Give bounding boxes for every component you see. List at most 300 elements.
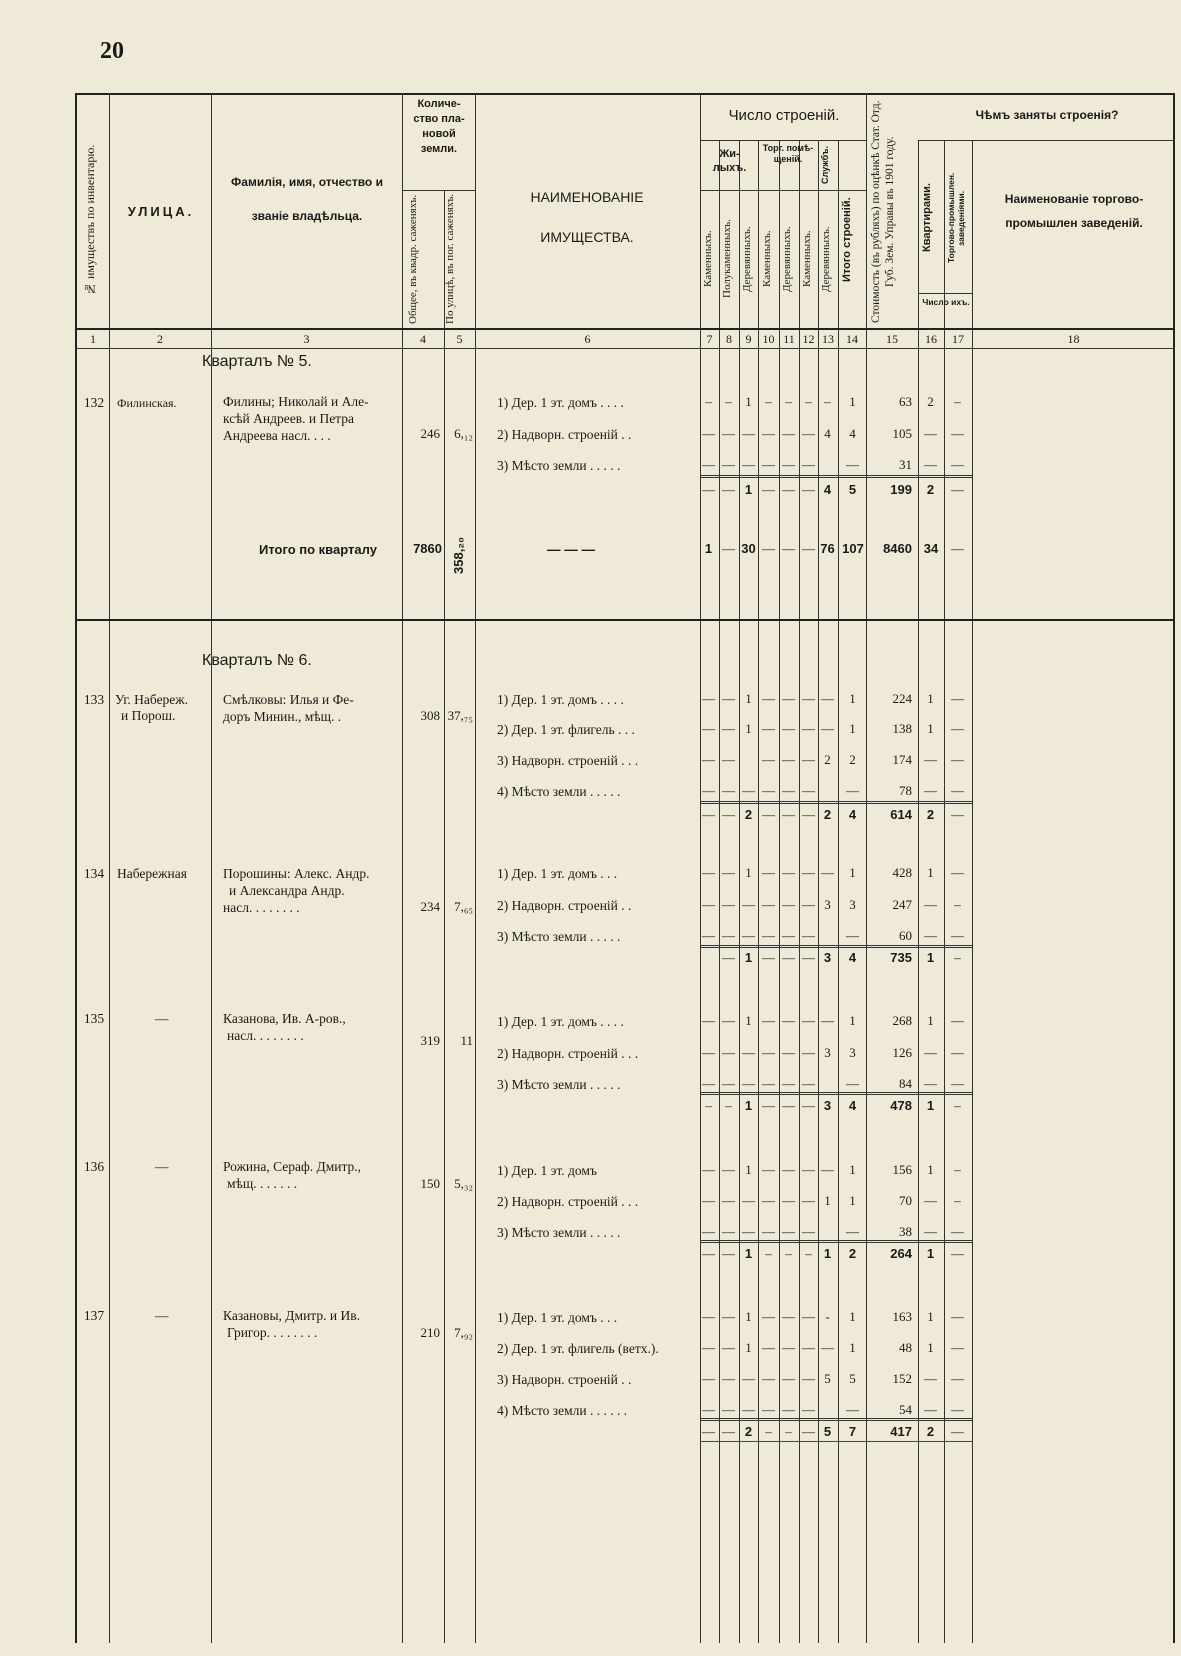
row-132-total-c9: 1: [744, 482, 753, 497]
row-132-total-c14: 5: [848, 482, 857, 497]
row-132-value-2: 105: [892, 426, 912, 441]
dash: —: [782, 1371, 795, 1386]
row-133-street-2: и Порош.: [121, 708, 176, 723]
dash: —: [702, 482, 715, 497]
row-137-kv-3: —: [924, 1371, 937, 1386]
subtotal-rule: [700, 1418, 972, 1421]
dash: —: [802, 457, 815, 472]
dash: —: [702, 752, 715, 767]
dash: –: [765, 1424, 772, 1439]
dash: –: [785, 1246, 792, 1261]
col-num: 13: [822, 332, 834, 346]
row-132-total-value: 199: [890, 482, 912, 497]
row-135-kv-1: 1: [927, 1013, 934, 1028]
dash: —: [802, 721, 815, 736]
dash: —: [762, 691, 775, 706]
cell-1: 1: [745, 1340, 752, 1355]
row-132-area: 246: [420, 426, 440, 441]
row-137-total-c16: 2: [926, 1424, 935, 1439]
row-136-value-2: 70: [899, 1193, 912, 1208]
header-col16: Квартирами.: [921, 183, 933, 253]
row-134-kv-1: 1: [927, 865, 934, 880]
dash: —: [782, 1193, 795, 1208]
dash: —: [722, 482, 735, 497]
dash: —: [802, 928, 815, 943]
dash: —: [722, 1340, 735, 1355]
dash: —: [762, 721, 775, 736]
dash: —: [762, 1193, 775, 1208]
dash: —: [782, 1224, 795, 1239]
dash: —: [742, 1402, 755, 1417]
dash: —: [782, 541, 795, 556]
dash: —: [702, 1013, 715, 1028]
dash: —: [762, 1098, 775, 1113]
dash: —: [821, 1013, 834, 1028]
col-num: 5: [456, 332, 463, 346]
dash: —: [821, 721, 834, 736]
row-136-number: 136: [83, 1159, 105, 1174]
header-total-area: Общее, въ квадр. саженяхъ.: [407, 194, 419, 324]
dash: —: [951, 1309, 964, 1324]
dash: —: [762, 1224, 775, 1239]
row-136-item-1: 1) Дер. 1 эт. домъ: [497, 1163, 597, 1178]
dash: —: [802, 897, 815, 912]
dash: —: [802, 865, 815, 880]
row-133-total-c13: 2: [823, 807, 832, 822]
dash: —: [782, 1013, 795, 1028]
dash: —: [722, 1193, 735, 1208]
dash: —: [702, 1424, 715, 1439]
col-num: 14: [846, 332, 858, 346]
row-133-value-1: 224: [892, 691, 912, 706]
dash: –: [954, 950, 961, 965]
dash: —: [821, 1162, 834, 1177]
dash: —: [702, 1309, 715, 1324]
header-rule: [402, 190, 475, 191]
row-134-item-1: 1) Дер. 1 эт. домъ . . .: [497, 866, 618, 881]
row-137-value-4: 54: [899, 1402, 912, 1417]
header-col11: Деревянныхъ.: [781, 226, 793, 292]
subtotal-rule: [700, 945, 972, 948]
inventory-table: [75, 93, 1175, 1643]
row-133-total-value: 614: [890, 807, 912, 822]
dash: —: [742, 1076, 755, 1091]
col-num: 8: [726, 332, 732, 346]
row-132-value-3: 31: [899, 457, 912, 472]
subtotal-rule: [700, 1240, 972, 1243]
row-135-frontage: 11: [460, 1033, 473, 1048]
dash: —: [782, 426, 795, 441]
dash: —: [951, 928, 964, 943]
dash: —: [702, 1162, 715, 1177]
row-137-kv-1: 1: [927, 1309, 934, 1324]
dash: —: [722, 783, 735, 798]
dash: —: [802, 482, 815, 497]
dash: —: [742, 1371, 755, 1386]
quarter-5-total-label: Итого по кварталу: [259, 542, 377, 557]
row-135-total-c13: 3: [823, 1098, 832, 1113]
row-134-total-value: 735: [890, 950, 912, 965]
dash: —: [762, 807, 775, 822]
header-count: Число ихъ.: [922, 297, 970, 307]
row-133-area: 308: [420, 708, 440, 723]
dash: –: [954, 1162, 961, 1177]
header-living: Жи- лыхъ.: [712, 148, 747, 174]
cell-1: 1: [849, 865, 856, 880]
header-inventory-number: № имуществъ по инвентарю.: [83, 144, 97, 296]
row-135-kv-2: —: [924, 1045, 937, 1060]
row-135-item-1: 1) Дер. 1 эт. домъ . . . .: [497, 1014, 624, 1029]
dash: –: [785, 1424, 792, 1439]
dash: –: [705, 394, 712, 409]
dash: —: [762, 1162, 775, 1177]
dash: -: [825, 1309, 830, 1324]
dash: —: [802, 691, 815, 706]
row-133-owner-2: доръ Минин., мѣщ. .: [223, 709, 342, 724]
row-137-item-3: 3) Надворн. строеній . .: [497, 1372, 632, 1387]
col-num: 15: [886, 332, 898, 346]
row-136-value-1: 156: [892, 1162, 912, 1177]
subtotal-rule: [700, 1092, 972, 1095]
row-133-frontage: 37,₇₅: [447, 708, 473, 723]
quarter-5-total-c9: 30: [741, 541, 756, 556]
dash: —: [782, 807, 795, 822]
header-land-amount: Количе- ство пла- новой земли.: [413, 98, 465, 155]
dash: –: [765, 1246, 772, 1261]
dash: —: [722, 1402, 735, 1417]
dash: —: [762, 1340, 775, 1355]
row-137-item-1: 1) Дер. 1 эт. домъ . . .: [497, 1310, 618, 1325]
col-num: 6: [584, 332, 591, 346]
row-134-value-1: 428: [892, 865, 912, 880]
dash: —: [951, 426, 964, 441]
dash: —: [782, 1045, 795, 1060]
row-134-total-c14: 4: [848, 950, 857, 965]
header-service: Службъ.: [820, 145, 830, 185]
col-num: 1: [90, 332, 96, 346]
row-134-frontage: 7,₆₅: [454, 899, 473, 914]
row-134-total-c16: 1: [926, 950, 935, 965]
row-137-area: 210: [420, 1325, 440, 1340]
dash: —: [802, 807, 815, 822]
dash: —: [782, 783, 795, 798]
cell-1: 1: [745, 1162, 752, 1177]
row-136-total-c16: 1: [926, 1246, 935, 1261]
row-136-owner-2: мѣщ. . . . . . .: [227, 1176, 298, 1191]
dash: —: [762, 928, 775, 943]
row-135-area: 319: [420, 1033, 440, 1048]
header-col9: Деревянныхъ.: [741, 226, 753, 292]
row-132-total-c13: 4: [823, 482, 832, 497]
dash: —: [802, 1402, 815, 1417]
dash: —: [722, 865, 735, 880]
row-137-value-3: 152: [892, 1371, 912, 1386]
row-133-value-3: 174: [892, 752, 912, 767]
header-rule: [918, 140, 1175, 141]
dash: —: [702, 721, 715, 736]
dash: —: [742, 1224, 755, 1239]
dash: —: [702, 1076, 715, 1091]
quarter-5-total-frontage: 358,₂₀: [451, 537, 466, 575]
dash: —: [762, 457, 775, 472]
dash: —: [722, 807, 735, 822]
row-133-owner-1: Смѣлковы: Илья и Фе-: [223, 692, 354, 707]
row-134-street: Набережная: [117, 866, 187, 881]
col-divider: [972, 140, 973, 1643]
row-134-value-3: 60: [899, 928, 912, 943]
dash: —: [702, 1045, 715, 1060]
dash: —: [782, 691, 795, 706]
quarter-6-title: Кварталъ № 6.: [202, 652, 312, 669]
dash: —: [802, 426, 815, 441]
row-132-kv-2: —: [924, 426, 937, 441]
dash: —: [802, 1340, 815, 1355]
row-133-kv-1: 1: [927, 691, 934, 706]
dash: —: [951, 752, 964, 767]
row-135-total-value: 478: [890, 1098, 912, 1113]
dash: —: [782, 897, 795, 912]
quarter-5-title: Кварталъ № 5.: [202, 353, 312, 370]
row-134-total-c13: 3: [823, 950, 832, 965]
row-134-owner-1: Порошины: Алекс. Андр.: [223, 866, 370, 881]
dash: —: [702, 1371, 715, 1386]
row-132-kv-1: 2: [927, 394, 934, 409]
dash: —: [802, 1424, 815, 1439]
dash: —: [722, 897, 735, 912]
col-num: 7: [706, 332, 713, 346]
row-133-kv-3: —: [924, 752, 937, 767]
dash: —: [951, 482, 964, 497]
row-135-number: 135: [83, 1011, 105, 1026]
dash: —: [722, 426, 735, 441]
dash: —: [762, 783, 775, 798]
cell-4: 4: [824, 426, 831, 441]
dash: —: [782, 1076, 795, 1091]
dash: —: [951, 541, 964, 556]
dash: —: [782, 721, 795, 736]
header-trade: Торг. помѣ- щеній.: [762, 143, 814, 164]
dash: —: [782, 1162, 795, 1177]
dash: —: [722, 457, 735, 472]
dash: —: [782, 928, 795, 943]
dash: —: [762, 541, 775, 556]
dash: —: [722, 541, 735, 556]
dash: —: [782, 1098, 795, 1113]
header-owner: Фамилія, имя, отчество и званіе владѣльца.: [231, 175, 383, 223]
row-135-kv-3: —: [924, 1076, 937, 1091]
row-133-kv-4: —: [924, 783, 937, 798]
dash: —: [702, 1246, 715, 1261]
dash: —: [802, 1162, 815, 1177]
row-133-value-2: 138: [892, 721, 912, 736]
dash: —: [846, 1076, 859, 1091]
row-136-frontage: 5,₃₂: [454, 1176, 473, 1191]
dash: —: [782, 1402, 795, 1417]
dash: —: [802, 1193, 815, 1208]
dash: –: [765, 394, 772, 409]
dash: —: [722, 1224, 735, 1239]
quarter-5-total-area: 7860: [413, 541, 442, 556]
header-bottom-rule: [77, 328, 1175, 330]
row-136-street: —: [155, 1159, 169, 1174]
dash: —: [782, 1309, 795, 1324]
dash: —: [702, 1193, 715, 1208]
row-137-value-2: 48: [899, 1340, 912, 1355]
header-col17: Торгово-промышлен. заведеніями.: [946, 172, 966, 264]
dash: —: [762, 752, 775, 767]
dash: —: [762, 1045, 775, 1060]
dash: —: [722, 1371, 735, 1386]
dash: —: [702, 457, 715, 472]
dash: —: [742, 1193, 755, 1208]
row-132-total-c16: 2: [926, 482, 935, 497]
quarter-separator: [77, 619, 1175, 621]
dash: —: [762, 426, 775, 441]
cell-3: 3: [849, 897, 856, 912]
col-num: 2: [157, 332, 163, 346]
header-property-name: НАИМЕНОВАНІЕ ИМУЩЕСТВА.: [530, 189, 644, 245]
row-132-item-1: 1) Дер. 1 эт. домъ . . . .: [497, 395, 624, 410]
row-136-value-3: 38: [899, 1224, 912, 1239]
dash: –: [705, 1098, 712, 1113]
row-136-owner-1: Рожина, Сераф. Дмитр.,: [223, 1159, 362, 1174]
dash: —: [951, 1371, 964, 1386]
row-137-number: 137: [83, 1308, 105, 1323]
dash: —: [846, 1224, 859, 1239]
row-134-kv-2: —: [924, 897, 937, 912]
row-134-area: 234: [420, 899, 440, 914]
row-132-kv-3: —: [924, 457, 937, 472]
dash: —: [762, 1309, 775, 1324]
dash: —: [722, 721, 735, 736]
dash: —: [802, 783, 815, 798]
col-num: 9: [745, 332, 752, 346]
header-buildings-count: Число строеній.: [728, 107, 840, 124]
dash: —: [802, 1045, 815, 1060]
dash: —: [702, 1224, 715, 1239]
row-137-kv-2: 1: [927, 1340, 934, 1355]
row-134-number: 134: [83, 866, 105, 881]
cell-5: 5: [849, 1371, 856, 1386]
row-137-value-1: 163: [892, 1309, 912, 1324]
row-132-street: Филинская.: [117, 396, 177, 410]
quarter-5-total-c7: 1: [704, 541, 713, 556]
row-136-total-c9: 1: [744, 1246, 753, 1261]
dash: —: [742, 426, 755, 441]
row-135-value-1: 268: [892, 1013, 912, 1028]
col-num: 18: [1067, 332, 1080, 346]
dash: —: [821, 1340, 834, 1355]
row-137-street: —: [155, 1308, 169, 1323]
dash: —: [722, 928, 735, 943]
dash: —: [802, 1224, 815, 1239]
cell-3: 3: [849, 1045, 856, 1060]
col-num: 11: [783, 332, 795, 346]
cell-1: 1: [745, 721, 752, 736]
row-132-item-3: 3) Мѣсто земли . . . . .: [497, 458, 621, 473]
dash: —: [722, 752, 735, 767]
row-136-total-c13: 1: [823, 1246, 832, 1261]
header-col14: Итого строеній.: [841, 197, 853, 283]
header-frontage: По улицѣ, въ пог. саженяхъ.: [444, 193, 456, 325]
dash: —: [951, 721, 964, 736]
dash: —: [782, 865, 795, 880]
row-137-item-4: 4) Мѣсто земли . . . . . .: [497, 1403, 628, 1418]
col-num: 10: [762, 332, 775, 346]
cell-1: 1: [849, 1340, 856, 1355]
col-num: 4: [420, 332, 426, 346]
dash: —: [802, 1309, 815, 1324]
row-133-number: 133: [83, 692, 105, 707]
row-135-street: —: [155, 1011, 169, 1026]
row-135-item-2: 2) Надворн. строеній . . .: [497, 1046, 639, 1061]
dash: –: [954, 1098, 961, 1113]
quarter-5-total-dash: — — —: [547, 542, 596, 557]
cell-3: 3: [824, 897, 831, 912]
dash: —: [951, 1340, 964, 1355]
dash: —: [722, 950, 735, 965]
dash: —: [762, 950, 775, 965]
col-divider: [444, 190, 445, 1643]
dash: —: [846, 928, 859, 943]
row-137-owner-1: Казановы, Дмитр. и Ив.: [223, 1308, 360, 1323]
header-col18: Наименованіе торгово-промышлен заведеній.: [1004, 192, 1144, 230]
row-134-total-c9: 1: [744, 950, 753, 965]
row-132-item-2: 2) Надворн. строеній . .: [497, 427, 632, 442]
dash: —: [762, 865, 775, 880]
cell-1: 1: [745, 865, 752, 880]
row-133-item-2: 2) Дер. 1 эт. флигель . . .: [497, 722, 635, 737]
dash: —: [762, 1402, 775, 1417]
dash: —: [802, 752, 815, 767]
cell-5: 5: [824, 1371, 831, 1386]
dash: —: [951, 457, 964, 472]
col-num: 17: [952, 332, 964, 346]
row-135-value-3: 84: [899, 1076, 912, 1091]
dash: —: [951, 865, 964, 880]
row-134-item-2: 2) Надворн. строеній . .: [497, 898, 632, 913]
quarter-5-total-c14: 107: [842, 541, 864, 556]
dash: –: [785, 394, 792, 409]
dash: —: [702, 1402, 715, 1417]
dash: —: [951, 1246, 964, 1261]
dash: —: [722, 1162, 735, 1177]
dash: –: [954, 897, 961, 912]
dash: —: [782, 1340, 795, 1355]
col-num: 16: [925, 332, 937, 346]
row-133-total-c14: 4: [848, 807, 857, 822]
dash: —: [722, 691, 735, 706]
row-137-total-c9: 2: [744, 1424, 753, 1439]
dash: —: [951, 807, 964, 822]
dash: —: [821, 691, 834, 706]
cell-1: 1: [849, 1309, 856, 1324]
row-134-kv-3: —: [924, 928, 937, 943]
dash: —: [742, 1045, 755, 1060]
row-135-item-3: 3) Мѣсто земли . . . . .: [497, 1077, 621, 1092]
header-col8: Полукаменныхъ.: [721, 219, 733, 299]
dash: —: [802, 1076, 815, 1091]
col-num: 3: [303, 332, 310, 346]
dash: —: [742, 897, 755, 912]
row-135-value-2: 126: [892, 1045, 912, 1060]
row-137-total-value: 417: [890, 1424, 912, 1439]
row-134-item-3: 3) Мѣсто земли . . . . .: [497, 929, 621, 944]
cell-1: 1: [745, 691, 752, 706]
subtotal-rule: [700, 475, 972, 478]
header-col10: Каменныхъ.: [761, 230, 773, 288]
row-133-total-c16: 2: [926, 807, 935, 822]
